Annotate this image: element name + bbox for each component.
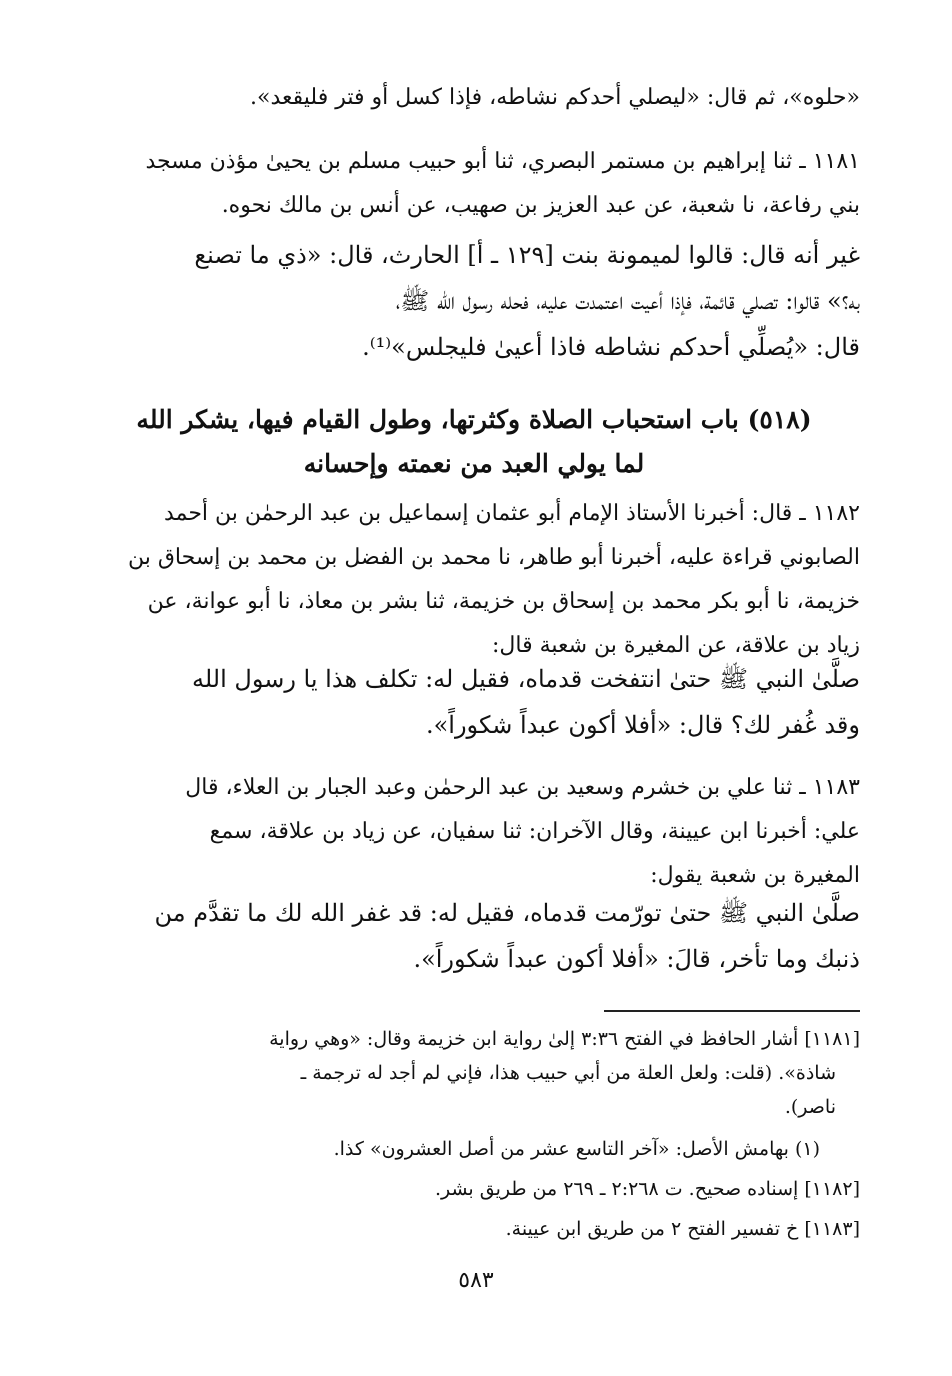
footnote-line: [١١٨١] أشار الحافظ في الفتح ٣:٣٦ إلىٰ رواية ابن خزيمة وقال: «وهي رواية [269,1028,860,1050]
hadith-1182-matn [88,656,860,748]
paragraph-continuation [88,76,860,120]
text-line: بني رفاعة، نا شعبة، عن عبد العزيز بن صهيب، عن أنس بن مالك نحوه. [221,193,860,218]
page-number: ٥٨٣ [458,1268,494,1293]
hadith-1183-matn [88,890,860,982]
text-line: ١١٨٣ ـ ثنا علي بن خشرم وسعيد بن عبد الرحمٰن وعبد الجبار بن العلاء، قال [185,775,860,800]
footnote-1183 [88,1212,860,1246]
chapter-heading [88,398,860,486]
hadith-1183-isnad [88,766,860,898]
hadith-1182-isnad [88,492,860,668]
footnote-1182 [88,1172,860,1206]
hadith-1181-matn [88,232,860,370]
text-line: به؟» قالوا: تصلي قائمة، فإذا أعيت اعتمدت عليه، فحله رسول الله ﷺ، [395,287,860,315]
text-line: صلَّىٰ النبي ﷺ حتىٰ تورّمت قدماه، فقيل له: قد غفر الله لك ما تقدَّم من [154,899,860,927]
text-line: قال: «يُصلِّي أحدكم نشاطه فاذا أعيىٰ فليجلس»⁽¹⁾. [362,333,860,361]
text-line: زياد بن علاقة، عن المغيرة بن شعبة قال: [491,633,860,658]
footnote-line: شاذة». (قلت: ولعل العلة من أبي حبيب هذا، فإني لم أجد له ترجمة ـ [300,1062,836,1084]
text-line: علي: أخبرنا ابن عيينة، وقال الآخران: ثنا سفيان، عن زياد بن علاقة، سمع [209,819,860,844]
hadith-1181-isnad [88,140,860,228]
footnote-line: [١١٨٣] خ تفسير الفتح ٢ من طريق ابن عيينة. [505,1218,860,1240]
footnote-line: [١١٨٢] إسناده صحيح. ت ٢:٢٦٨ ـ ٢٦٩ من طريق بشر. [434,1178,860,1200]
footnote-line: ناصر). [784,1096,836,1118]
text-line: المغيرة بن شعبة يقول: [650,863,860,888]
footnote-1 [88,1132,860,1166]
footnote-line: (١) بهامش الأصل: «آخر التاسع عشر من أصل العشرون» كذا. [333,1138,820,1160]
heading-line: (٥١٨) باب استحباب الصلاة وكثرتها، وطول القيام فيها، يشكر الله [136,405,812,434]
text-line: صلَّىٰ النبي ﷺ حتىٰ انتفخت قدماه، فقيل له: تكلف هذا يا رسول الله [191,665,860,693]
text-line: غير أنه قال: قالوا لميمونة بنت [١٢٩ ـ أ] الحارث، قال: «ذي ما تصنع [194,241,860,269]
text-line: الصابوني قراءة عليه، أخبرنا أبو طاهر، نا محمد بن الفضل بن محمد بن إسحاق بن [127,545,860,570]
footnote-separator [604,1010,860,1012]
text-line: ١١٨١ ـ ثنا إبراهيم بن مستمر البصري، ثنا أبو حبيب مسلم بن يحيىٰ مؤذن مسجد [145,149,860,174]
text-line: ذنبك وما تأخر، قالَ: «أفلا أكون عبداً شكوراً». [413,945,860,973]
text-line: «حلوه»، ثم قال: «ليصلي أحدكم نشاطه، فإذا كسل أو فتر فليقعد». [250,85,860,110]
text-line: وقد غُفر لك؟ قال: «أفلا أكون عبداً شكوراً». [425,711,860,739]
footnote-1181 [88,1022,860,1124]
text-line: خزيمة، نا أبو بكر محمد بن إسحاق بن خزيمة، ثنا بشر بن معاذ، نا أبو عوانة، عن [147,589,860,614]
text-line: ١١٨٢ ـ قال: أخبرنا الأستاذ الإمام أبو عثمان إسماعيل بن عبد الرحمٰن بن أحمد [164,501,860,526]
heading-line: لما يولي العبد من نعمته وإحسانه [303,449,645,478]
